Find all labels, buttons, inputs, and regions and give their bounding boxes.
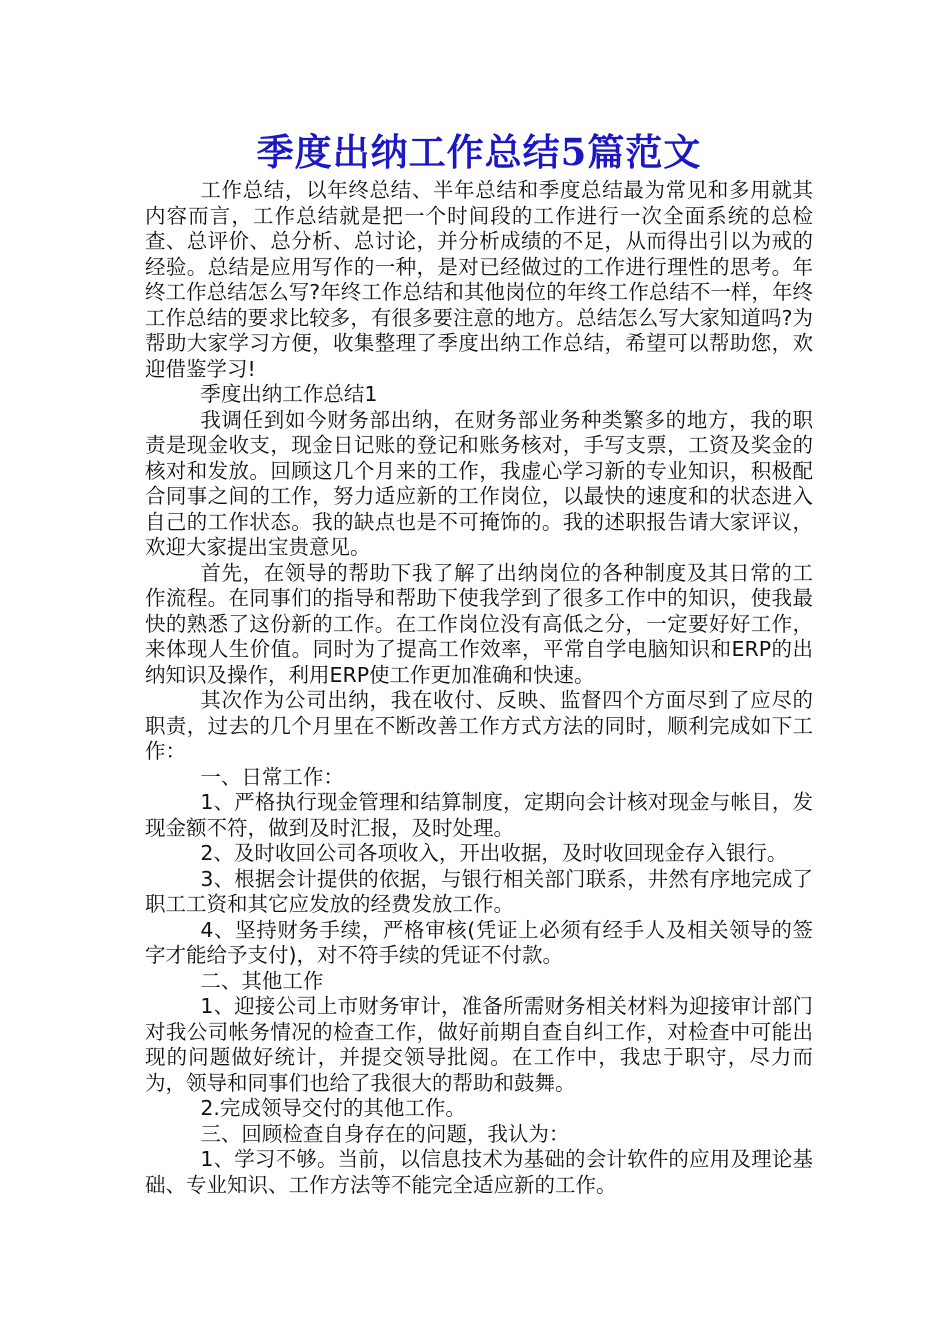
list-item: 4、坚持财务手续，严格审核(凭证上必须有经手人及相关领导的签字才能给予支付)，对不符手续的凭证不付款。 [145, 917, 813, 967]
body-paragraph: 首先，在领导的帮助下我了解了出纳岗位的各种制度及其日常的工作流程。在同事们的指导和帮助下使我学到了很多工作中的知识，使我最快的熟悉了这份新的工作。在工作岗位没有高低之分，一定要好好工作，来体现人生价值。同时为了提高工作效率，平常自学电脑知识和ERP的出纳知识及操作，利用ERP使工作更加准确和快速。 [145, 560, 813, 687]
document-title: 季度出纳工作总结5篇范文 [256, 130, 702, 174]
body-paragraph: 其次作为公司出纳，我在收付、反映、监督四个方面尽到了应尽的职责，过去的几个月里在不断改善工作方式方法的同时，顺利完成如下工作： [145, 688, 813, 763]
document-page [145, 128, 813, 1198]
body-paragraph: 我调任到如今财务部出纳，在财务部业务种类繁多的地方，我的职责是现金收支，现金日记账的登记和账务核对，手写支票，工资及奖金的核对和发放。回顾这几个月来的工作，我虚心学习新的专业知识，积极配合同事之间的工作，努力适应新的工作岗位，以最快的速度和的状态进入自己的工作状态。我的缺点也是不可掩饰的。我的述职报告请大家评议，欢迎大家提出宝贵意见。 [145, 407, 813, 559]
list-item: 2、及时收回公司各项收入，开出收据，及时收回现金存入银行。 [200, 841, 788, 865]
section-heading-summary-1: 季度出纳工作总结1 [200, 382, 378, 406]
list-item: 1、严格执行现金管理和结算制度，定期向会计核对现金与帐目，发现金额不符，做到及时汇报，及时处理。 [145, 790, 813, 840]
list-item: 1、学习不够。当前，以信息技术为基础的会计软件的应用及理论基础、专业知识、工作方法等不能完全适应新的工作。 [145, 1147, 813, 1197]
section-heading-daily-work: 一、日常工作： [200, 764, 344, 789]
section-heading-other-work: 二、其他工作 [200, 968, 324, 993]
list-item: 1、迎接公司上市财务审计，准备所需财务相关材料为迎接审计部门对我公司帐务情况的检查工作，做好前期自查自纠工作，对检查中可能出现的问题做好统计，并提交领导批阅。在工作中，我忠于职守，尽力而为，领导和同事们也给了我很大的帮助和鼓舞。 [145, 994, 813, 1095]
section-heading-self-review: 三、回顾检查自身存在的问题，我认为： [200, 1121, 570, 1146]
intro-paragraph: 工作总结，以年终总结、半年总结和季度总结最为常见和多用就其内容而言，工作总结就是把一个时间段的工作进行一次全面系统的总检查、总评价、总分析、总讨论，并分析成绩的不足，从而得出引以为戒的经验。总结是应用写作的一种，是对已经做过的工作进行理性的思考。年终工作总结怎么写?年终工作总结和其他岗位的年终工作总结不一样，年终工作总结的要求比较多，有很多要注意的地方。总结怎么写大家知道吗?为帮助大家学习方便，收集整理了季度出纳工作总结，希望可以帮助您，欢迎借鉴学习! [145, 178, 813, 381]
list-item: 3、根据会计提供的依据，与银行相关部门联系，井然有序地完成了职工工资和其它应发放的经费发放工作。 [145, 866, 813, 916]
list-item: 2.完成领导交付的其他工作。 [200, 1096, 466, 1120]
